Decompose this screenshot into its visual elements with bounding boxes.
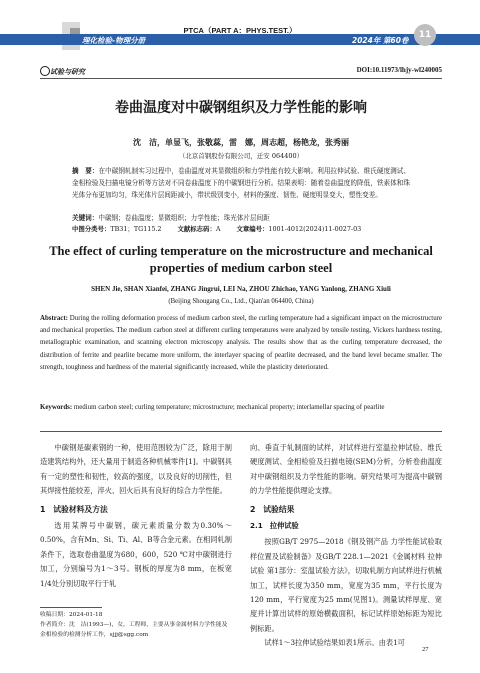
title-cn: 卷曲温度对中碳钢组织及力学性能的影响 <box>115 100 367 116</box>
journal-name-cn: 理化检验-物理分册 <box>82 36 146 45</box>
abstract-en <box>40 313 442 374</box>
section-2-heading: 2 试验结果 <box>250 504 295 514</box>
abstract-en-text: During the rolling deformation process of medium carbon steel, the curling temperature had a significant impact on the microstructure and mechanical properties. The medium carbon steel at different curling temperatures were analyzed by tensile testing, Vickers hardness testing, metallographic examination, and scanning electron microscopy analysis. The results show that as the curling temperature decreased, the distribution of ferrite and pearlite became more uniform, the interlayer spacing of pearlite decreased, and the band level became smaller. The strength, toughness and hardness of the material significantly increased, while the plasticity deteriorated. <box>40 315 442 371</box>
affiliation-cn: （北京首钢股份有限公司，迁安 064400） <box>178 152 304 160</box>
keywords-en-text: medium carbon steel; curling temperature; microstructure; mechanical property; interlamellar spacing of pearlite <box>73 404 385 411</box>
intro-paragraph: 中碳钢是碳素钢的一种，使用范围较为广泛，除用于制造建筑结构外，还大量用于制造各种机械零件[1]。中碳钢具有一定的塑性和韧性，较高的强度，以及良好的切削性，但其焊接性能较差，淬火、回火后具有良好的综合力学性能。 <box>40 443 232 496</box>
keywords-cn <box>72 213 410 224</box>
abstract-cn-text: 在中碳钢轧制实习过程中，卷曲温度对其显微组织和力学性能有较大影响。利用拉伸试验、维氏硬度测试、金相检验及扫描电镜分析等方法对不同卷曲温度下的中碳钢进行分析。结果表明：随着卷曲温度的降低，铁素体和珠光体分布更加均匀，珠光体片层间距减小，带状级别变小，材料的强度、韧性、硬度明显变大，塑性变差。 <box>72 167 411 199</box>
body-right-column <box>250 441 442 651</box>
front-matter-rule <box>40 431 442 432</box>
keywords-en <box>40 402 442 414</box>
article-no-value: 1001-4012(2024)11-0027-03 <box>268 225 362 233</box>
article-no-label: 文章编号： <box>236 225 269 233</box>
footnote <box>40 610 232 640</box>
authors-cn: 沈 洁，单显飞，张敬蕊，雷 娜，周志超，杨艳龙，张秀丽 <box>133 138 349 147</box>
subsection-2-1-paragraph: 按照GB/T 2975—2018《钢及钢产品 力学性能试验取样位置及试验制备》及GB/T 228.1—2021《金属材料 拉伸试验 第1部分：室温试验方法》，切取轧制方向试样进行机械加工，试样长度为350 mm，宽度为35 mm，平行长度为120 mm，平行宽度为25 mm(见图1)。测量试样厚度、宽度并计算出试样的原始横截面积，标记试样原始标距为短比例标距。 <box>250 537 442 633</box>
abstract-cn <box>72 165 410 201</box>
keywords-cn-label: 关键词： <box>72 214 99 222</box>
footnote-rule <box>40 607 102 608</box>
body-left-column <box>40 441 232 591</box>
section-1-heading: 1 试验材料及方法 <box>40 504 108 514</box>
classification-row <box>72 224 410 233</box>
doc-code-field <box>178 224 221 233</box>
author-bio: 作者简介：沈 洁(1993—)，女，工程师，主要从事金属材料力学性能及金相检验的检测分析工作，sjjj@sgg.com <box>40 622 228 638</box>
doc-code-label: 文献标志码： <box>177 225 216 233</box>
issue-badge: 11 <box>414 24 436 46</box>
clc-value: TB31；TG115.2 <box>110 225 162 233</box>
header-rule <box>40 78 442 79</box>
subsection-2-1-heading: 2.1 拉伸试验 <box>250 521 299 531</box>
journal-name-en: PTCA（PART A：PHYS.TEST.） <box>183 26 297 35</box>
abstract-en-label: Abstract: <box>40 315 68 322</box>
received-date: 收稿日期：2024-01-18 <box>40 612 103 618</box>
clc-field <box>72 224 162 233</box>
keywords-en-label: Keywords: <box>40 404 73 411</box>
section-tag-icon <box>40 66 50 76</box>
continued-paragraph: 向、垂直于轧制面的试样，对试样进行室温拉伸试验、维氏硬度测试、金相检验及扫描电镜(SEM)分析，分析卷曲温度对中碳钢组织及力学性能的影响。研究结果可为提高中碳钢的力学性能提供理论支撑。 <box>250 443 442 496</box>
volume-label: 2024年 第60卷 <box>352 36 409 45</box>
affiliation-en: (Beijing Shougang Co., Ltd., Qian'an 064400, China) <box>168 298 314 305</box>
subsection-2-1-paragraph-2: 试样1～3拉伸试验结果如表1所示。由表1可 <box>264 638 405 648</box>
doc-code-value: A <box>215 225 221 233</box>
doi[interactable]: DOI:10.11973/lhjy-wl240005 <box>356 66 442 74</box>
abstract-cn-label: 摘 要： <box>72 167 99 175</box>
section-tag: 试验与研究 <box>50 68 85 76</box>
section-1-paragraph: 选用某牌号中碳钢，碳元素质量分数为0.30%～0.50%，含有Mn、Si、Ti、Al、B等合金元素。在相同轧制条件下，选取卷曲温度为680，600，520 ℃对中碳钢进行加工，分别编号为1～3号。钢板的厚度为8 mm，在板宽1/4处分别切取平行于轧 <box>40 521 232 588</box>
title-en: The effect of curling temperature on the microstructure and mechanical properties of medium carbon steel <box>49 244 433 275</box>
keywords-cn-text: 中碳钢；卷曲温度；显微组织；力学性能；珠光体片层间距 <box>98 214 270 222</box>
page-number: 27 <box>422 646 429 653</box>
authors-en: SHEN Jie, SHAN Xianfei, ZHANG Jingrui, LEI Na, ZHOU Zhichao, YANG Yanlong, ZHANG Xiuli <box>91 285 391 293</box>
article-no-field <box>236 224 361 233</box>
clc-label: 中图分类号： <box>72 225 111 233</box>
